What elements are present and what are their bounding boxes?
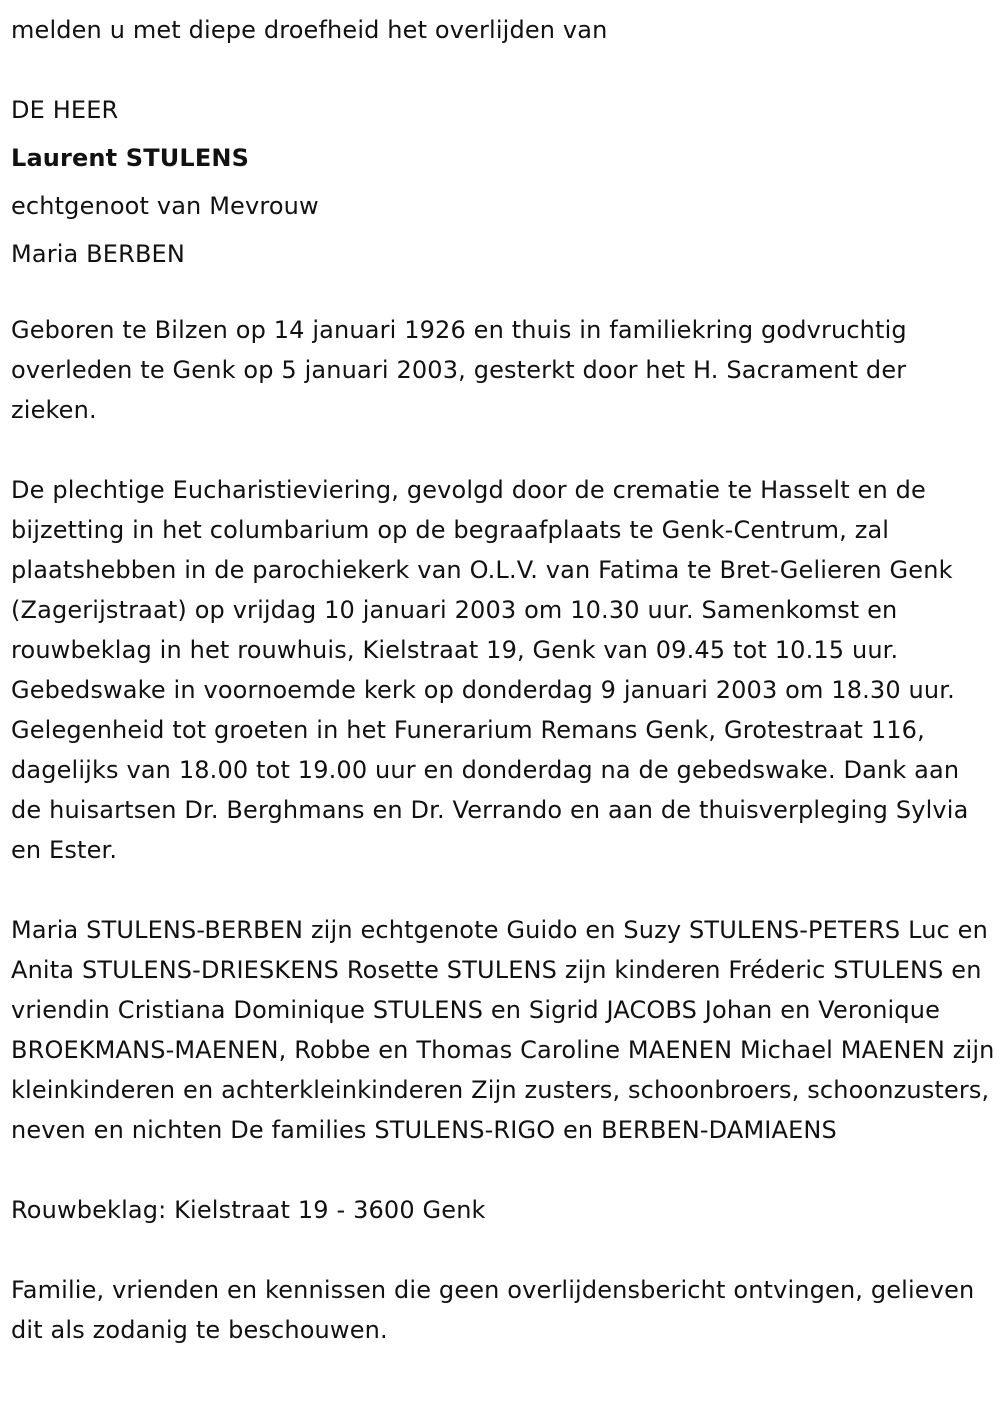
condolence-paragraph: Rouwbeklag: Kielstraat 19 - 3600 Genk [11,1196,486,1224]
deceased-title: DE HEER [11,96,119,124]
family-paragraph: Maria STULENS-BERBEN zijn echtgenote Guido en Suzy STULENS-PETERS Luc en Anita STULENS-DRIESKENS Rosette STULENS zijn kinderen Fréderic STULENS en vriendin Cristiana Dominique STULENS en Sigrid JACOBS Johan en Veronique BROEKMANS-MAENEN, Robbe en Thomas Caroline MAENEN Michael MAENEN zijn kleinkinderen en achterkleinkinderen Zijn zusters, schoonbroers, schoonzusters, neven en nichten De families STULENS-RIGO en BERBEN-DAMIAENS [11,916,995,1144]
obituary-document [11,6,996,1350]
intro-text: melden u met diepe droefheid het overlijden van [11,16,608,44]
spouse-name: Maria BERBEN [11,240,185,268]
deceased-relation: echtgenoot van Mevrouw [11,192,319,220]
deceased-name: Laurent STULENS [11,144,250,172]
notice-paragraph: Familie, vrienden en kennissen die geen overlijdensbericht ontvingen, gelieven dit als zodanig te beschouwen. [11,1276,975,1344]
ceremony-paragraph: De plechtige Eucharistieviering, gevolgd door de crematie te Hasselt en de bijzetting in het columbarium op de begraafplaats te Genk-Centrum, zal plaatshebben in de parochiekerk van O.L.V. van Fatima te Bret-Gelieren Genk (Zagerijstraat) op vrijdag 10 januari 2003 om 10.30 uur. Samenkomst en rouwbeklag in het rouwhuis, Kielstraat 19, Genk van 09.45 tot 10.15 uur. Gebedswake in voornoemde kerk op donderdag 9 januari 2003 om 18.30 uur. Gelegenheid tot groeten in het Funerarium Remans Genk, Grotestraat 116, dagelijks van 18.00 tot 19.00 uur en donderdag na de gebedswake. Dank aan de huisartsen Dr. Berghmans en Dr. Verrando en aan de thuisverpleging Sylvia en Ester. [11,476,969,864]
birth-death-paragraph: Geboren te Bilzen op 14 januari 1926 en thuis in familiekring godvruchtig overleden te Genk op 5 januari 2003, gesterkt door het H. Sacrament der zieken. [11,316,907,424]
